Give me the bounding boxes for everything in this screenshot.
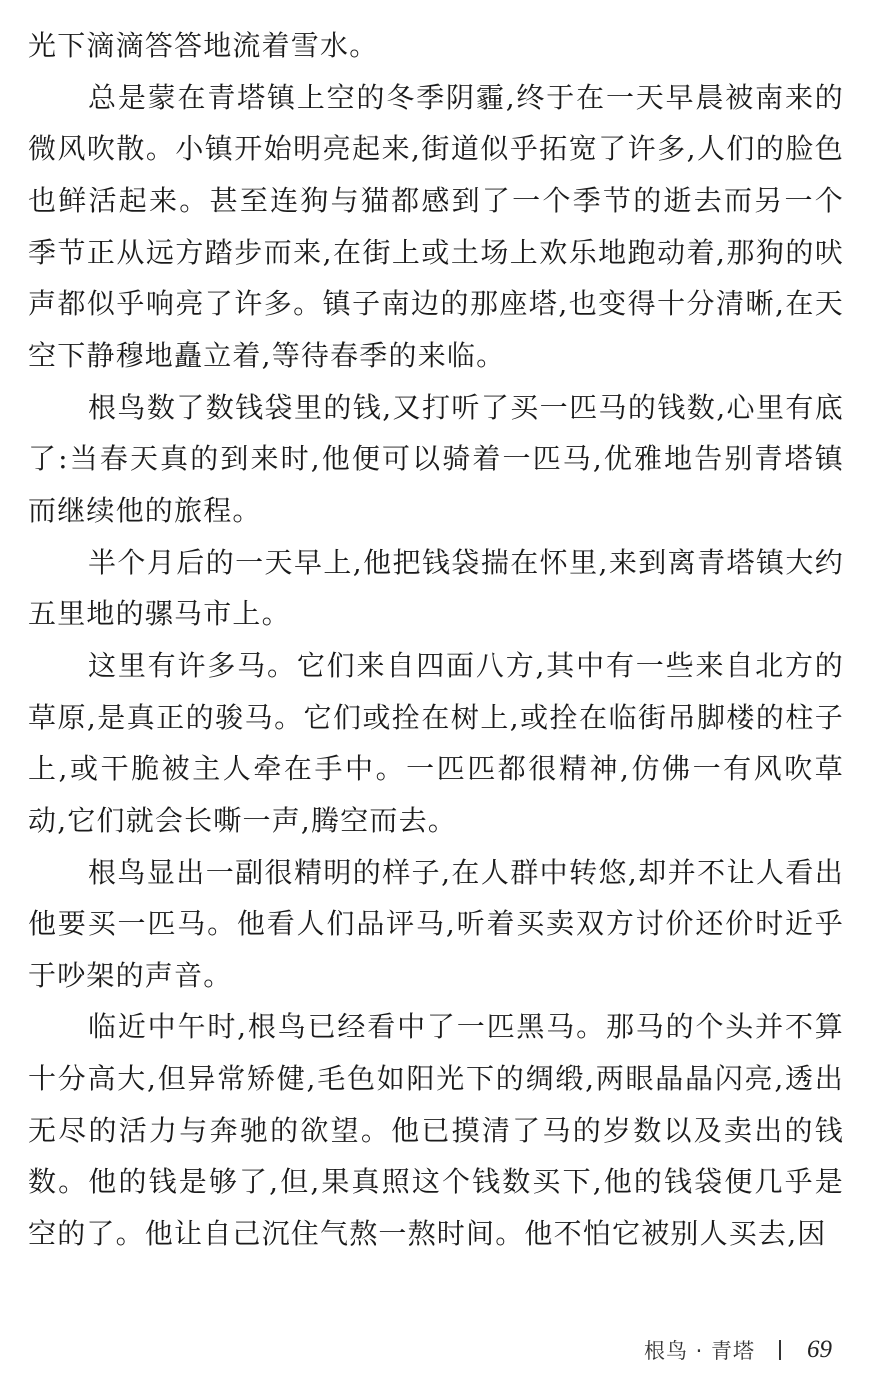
paragraph-1: 光下滴滴答答地流着雪水。 [28, 29, 379, 62]
running-title: 根鸟 · 青塔 [643, 1339, 755, 1363]
paragraph-5: 这里有许多马。它们来自四面八方,其中有一些来自北方的草原,是真正的骏马。它们或拴在树上,或拴在临街吊脚楼的柱子上,或干脆被主人牵在手中。一匹匹都很精神,仿佛一有风吹草动,它们就会长嘶一声,腾空而去。 [28, 648, 844, 837]
paragraph-7: 临近中午时,根鸟已经看中了一匹黑马。那马的个头并不算十分高大,但异常矫健,毛色如阳光下的绸缎,两眼晶晶闪亮,透出无尽的活力与奔驰的欲望。他已摸清了马的岁数以及卖出的钱数。他的钱是够了,但,果真照这个钱数买下,他的钱袋便几乎是空的了。他让自己沉住气熬一熬时间。他不怕它被别人买去,因 [28, 1010, 844, 1251]
page-footer [644, 1332, 832, 1368]
page-body [28, 20, 844, 1260]
paragraph-2: 总是蒙在青塔镇上空的冬季阴霾,终于在一天早晨被南来的微风吹散。小镇开始明亮起来,街道似乎拓宽了许多,人们的脸色也鲜活起来。甚至连狗与猫都感到了一个季节的逝去而另一个季节正从远方踏步而来,在街上或土场上欢乐地跑动着,那狗的吠声都似乎响亮了许多。镇子南边的那座塔,也变得十分清晰,在天空下静穆地矗立着,等待春季的来临。 [28, 80, 844, 372]
paragraph-6: 根鸟显出一副很精明的样子,在人群中转悠,却并不让人看出他要买一匹马。他看人们品评马,听着买卖双方讨价还价时近乎于吵架的声音。 [28, 855, 844, 992]
page-number: 69 [807, 1336, 832, 1363]
paragraph-3: 根鸟数了数钱袋里的钱,又打听了买一匹马的钱数,心里有底了:当春天真的到来时,他便可以骑着一匹马,优雅地告别青塔镇而继续他的旅程。 [28, 390, 844, 527]
paragraph-4: 半个月后的一天早上,他把钱袋揣在怀里,来到离青塔镇大约五里地的骡马市上。 [28, 545, 844, 631]
footer-divider [779, 1340, 781, 1360]
